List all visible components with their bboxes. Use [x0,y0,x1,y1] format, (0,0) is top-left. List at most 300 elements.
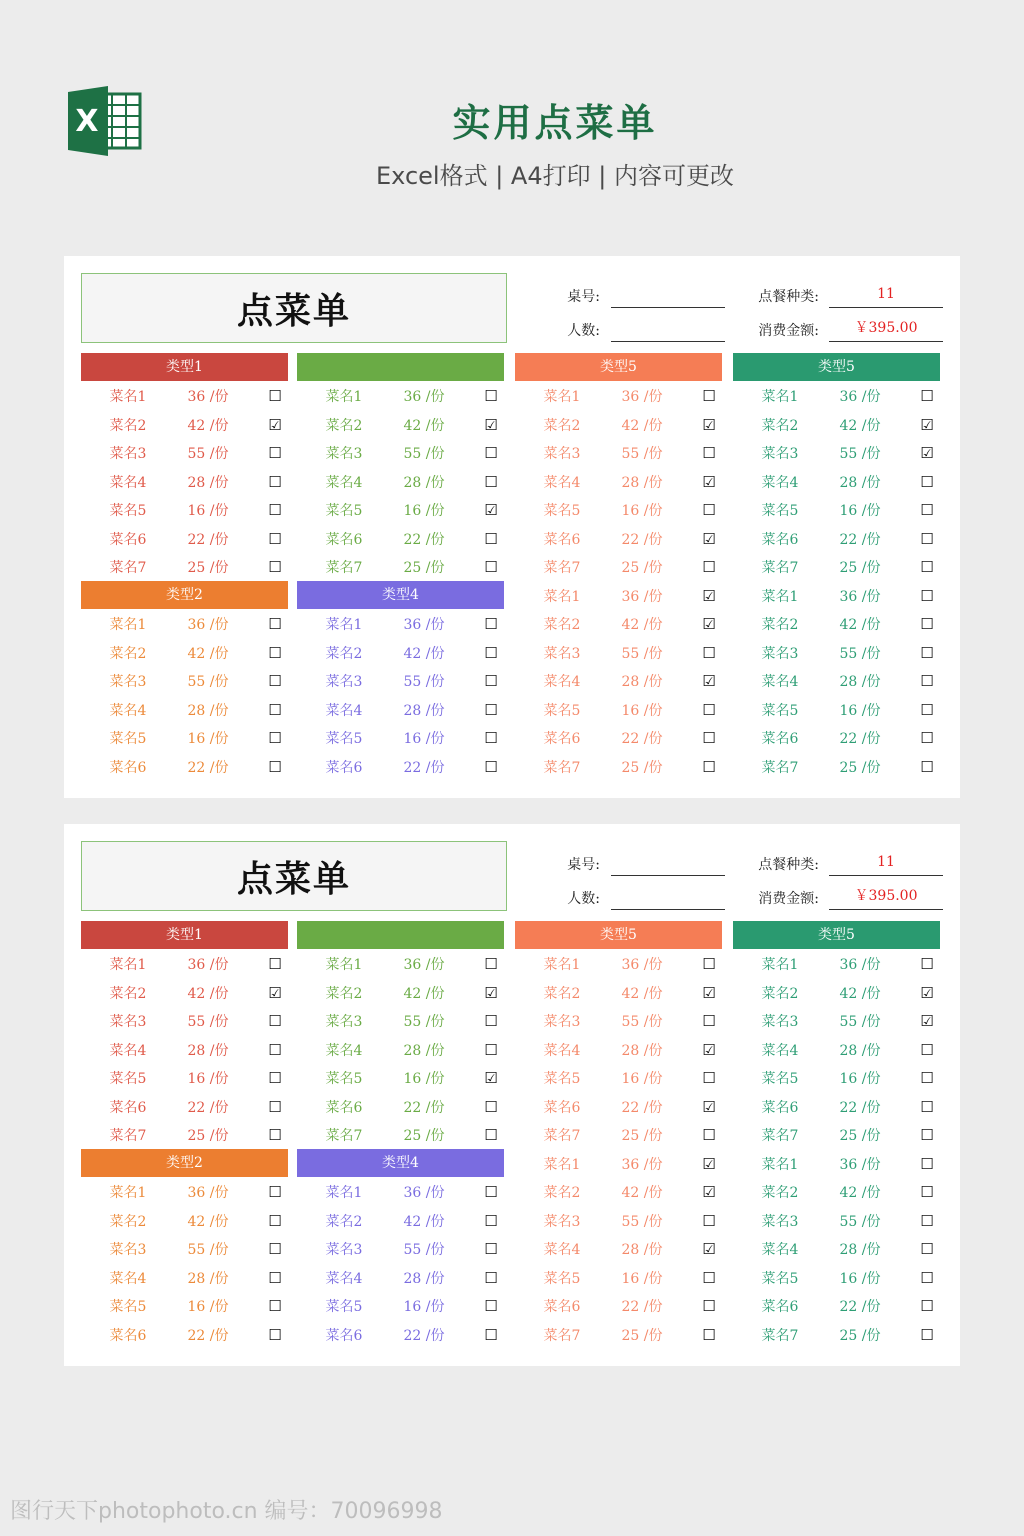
dish-price: 28 /份 [621,474,663,491]
total-amount-label: 消费金额: [758,323,819,339]
checkbox-icon[interactable]: ☐ [484,1126,498,1145]
checkbox-icon[interactable]: ☐ [920,529,934,548]
checkbox-icon[interactable]: ☐ [702,955,716,974]
menu-item-row [89,724,285,753]
menu-item-row [741,667,937,696]
dish-price: 36 /份 [403,957,445,974]
checkbox-icon[interactable]: ☐ [268,1325,282,1344]
dish-name: 菜名5 [325,1299,363,1316]
dish-kinds-field: 11 [829,282,943,308]
checkbox-icon[interactable]: ☐ [484,529,498,548]
dish-price: 36 /份 [403,389,445,406]
menu-item-row [305,1121,501,1150]
menu-item-row [741,610,937,639]
checkbox-icon[interactable]: ☐ [268,472,282,491]
menu-item-row [305,553,501,582]
checkbox-icon[interactable]: ☐ [702,729,716,748]
checkbox-icon[interactable]: ☐ [702,700,716,719]
checkbox-icon[interactable]: ☐ [702,444,716,463]
dish-name: 菜名3 [543,1213,581,1230]
menu-item-row [741,1178,937,1207]
menu-item-row [523,950,719,979]
checkbox-icon[interactable]: ☐ [268,1012,282,1031]
dish-name: 菜名1 [109,1185,147,1202]
checkbox-icon[interactable]: ☐ [702,558,716,577]
dish-price: 55 /份 [403,446,445,463]
checkbox-icon[interactable]: ☐ [920,757,934,776]
dish-price: 36 /份 [621,389,663,406]
people-count-label: 人数: [567,891,600,907]
checked-checkbox-icon[interactable]: ☑ [702,983,716,1002]
dish-price: 16 /份 [403,503,445,520]
checkbox-icon[interactable]: ☐ [484,1040,498,1059]
checkbox-icon[interactable]: ☐ [484,1012,498,1031]
checkbox-icon[interactable]: ☐ [702,387,716,406]
dish-price: 42 /份 [187,985,229,1002]
dish-price: 28 /份 [187,702,229,719]
menu-item-row [305,950,501,979]
menu-item-row [305,1178,501,1207]
checkbox-icon[interactable]: ☐ [268,558,282,577]
checkbox-icon[interactable]: ☐ [268,729,282,748]
checked-checkbox-icon[interactable]: ☑ [702,672,716,691]
checkbox-icon[interactable]: ☐ [702,1069,716,1088]
checked-checkbox-icon[interactable]: ☑ [702,1097,716,1116]
dish-price: 22 /份 [187,1327,229,1344]
dish-price: 42 /份 [621,985,663,1002]
checkbox-icon[interactable]: ☐ [702,1297,716,1316]
dish-price: 22 /份 [839,1099,881,1116]
table-number-label: 桌号: [567,289,600,305]
menu-item-row [89,1292,285,1321]
checkbox-icon[interactable]: ☐ [484,643,498,662]
category-header: 类型5 [515,921,722,949]
menu-item-row [523,411,719,440]
checkbox-icon[interactable]: ☐ [920,643,934,662]
checked-checkbox-icon[interactable]: ☑ [268,983,282,1002]
checkbox-icon[interactable]: ☐ [920,558,934,577]
dish-name: 菜名7 [543,1128,581,1145]
checkbox-icon[interactable]: ☐ [484,615,498,634]
checkbox-icon[interactable]: ☐ [484,1297,498,1316]
dish-name: 菜名6 [543,1299,581,1316]
checkbox-icon[interactable]: ☐ [268,1126,282,1145]
checkbox-icon[interactable]: ☐ [268,1297,282,1316]
checkbox-icon[interactable]: ☐ [920,1183,934,1202]
dish-name: 菜名4 [325,1270,363,1287]
dish-price: 42 /份 [839,985,881,1002]
dish-price: 16 /份 [187,731,229,748]
dish-price: 28 /份 [403,474,445,491]
checkbox-icon[interactable]: ☐ [920,1040,934,1059]
dish-name: 菜名7 [543,560,581,577]
dish-name: 菜名6 [109,531,147,548]
checkbox-icon[interactable]: ☐ [484,472,498,491]
checkbox-icon[interactable]: ☐ [268,529,282,548]
checkbox-icon[interactable]: ☐ [268,1268,282,1287]
dish-price: 25 /份 [187,560,229,577]
dish-price: 42 /份 [403,1213,445,1230]
checkbox-icon[interactable]: ☐ [702,1268,716,1287]
dish-price: 28 /份 [403,1042,445,1059]
checked-checkbox-icon[interactable]: ☑ [484,415,498,434]
checkbox-icon[interactable]: ☐ [920,955,934,974]
checkbox-icon[interactable]: ☐ [484,1268,498,1287]
checked-checkbox-icon[interactable]: ☑ [268,415,282,434]
dish-price: 42 /份 [621,617,663,634]
checked-checkbox-icon[interactable]: ☑ [484,1069,498,1088]
checked-checkbox-icon[interactable]: ☑ [702,415,716,434]
dish-name: 菜名2 [761,417,799,434]
checkbox-icon[interactable]: ☐ [702,1126,716,1145]
dish-price: 25 /份 [621,759,663,776]
checkbox-icon[interactable]: ☐ [920,700,934,719]
checked-checkbox-icon[interactable]: ☑ [702,1183,716,1202]
dish-name: 菜名4 [543,474,581,491]
checkbox-icon[interactable]: ☐ [702,643,716,662]
checked-checkbox-icon[interactable]: ☑ [702,1040,716,1059]
checkbox-icon[interactable]: ☐ [920,472,934,491]
dish-price: 28 /份 [621,1242,663,1259]
menu-item-row [305,724,501,753]
checkbox-icon[interactable]: ☐ [268,1183,282,1202]
dish-price: 25 /份 [839,1327,881,1344]
dish-kinds-label: 点餐种类: [758,857,819,873]
menu-item-row [523,1292,719,1321]
checkbox-icon[interactable]: ☐ [268,1211,282,1230]
dish-name: 菜名6 [761,731,799,748]
checkbox-icon[interactable]: ☐ [920,672,934,691]
dish-price: 22 /份 [839,731,881,748]
checked-checkbox-icon[interactable]: ☑ [920,1012,934,1031]
checkbox-icon[interactable]: ☐ [484,1097,498,1116]
dish-price: 22 /份 [187,531,229,548]
checkbox-icon[interactable]: ☐ [484,1325,498,1344]
dish-name: 菜名7 [761,759,799,776]
menu-item-row [741,1264,937,1293]
checkbox-icon[interactable]: ☐ [484,1211,498,1230]
dish-price: 55 /份 [403,674,445,691]
menu-item-row [741,639,937,668]
dish-name: 菜名4 [325,702,363,719]
dish-name: 菜名4 [761,1242,799,1259]
menu-item-row [89,1064,285,1093]
dish-name: 菜名4 [543,1042,581,1059]
page-subtitle: Excel格式 | A4打印 | 内容可更改 [376,162,734,190]
checkbox-icon[interactable]: ☐ [702,1211,716,1230]
menu-title: 点菜单 [81,273,507,343]
dish-price: 16 /份 [403,1071,445,1088]
dish-name: 菜名5 [325,503,363,520]
dish-price: 55 /份 [839,1213,881,1230]
checkbox-icon[interactable]: ☐ [920,1069,934,1088]
menu-item-row [523,610,719,639]
checkbox-icon[interactable]: ☐ [484,387,498,406]
checkbox-icon[interactable]: ☐ [920,729,934,748]
checked-checkbox-icon[interactable]: ☑ [702,529,716,548]
dish-price: 55 /份 [839,1014,881,1031]
menu-item-row [89,439,285,468]
dish-price: 36 /份 [621,1156,663,1173]
dish-name: 菜名3 [325,1242,363,1259]
dish-price: 42 /份 [839,1185,881,1202]
checkbox-icon[interactable]: ☐ [920,1240,934,1259]
menu-item-row [523,1064,719,1093]
dish-price: 16 /份 [187,1299,229,1316]
dish-name: 菜名5 [761,1071,799,1088]
checkbox-icon[interactable]: ☐ [920,1126,934,1145]
dish-price: 42 /份 [839,417,881,434]
checkbox-icon[interactable]: ☐ [920,1297,934,1316]
checkbox-icon[interactable]: ☐ [268,1097,282,1116]
checkbox-icon[interactable]: ☐ [268,1069,282,1088]
dish-name: 菜名1 [543,957,581,974]
dish-name: 菜名6 [543,1099,581,1116]
checkbox-icon[interactable]: ☐ [268,387,282,406]
dish-price: 36 /份 [187,617,229,634]
dish-name: 菜名7 [325,560,363,577]
menu-item-row [741,496,937,525]
checkbox-icon[interactable]: ☐ [484,558,498,577]
checkbox-icon[interactable]: ☐ [268,1240,282,1259]
checked-checkbox-icon[interactable]: ☑ [702,615,716,634]
dish-name: 菜名6 [325,759,363,776]
dish-price: 55 /份 [839,446,881,463]
checkbox-icon[interactable]: ☐ [268,501,282,520]
menu-item-row [523,553,719,582]
menu-item-row [741,950,937,979]
checkbox-icon[interactable]: ☐ [268,700,282,719]
checkbox-icon[interactable]: ☐ [268,444,282,463]
dish-name: 菜名4 [325,474,363,491]
checkbox-icon[interactable]: ☐ [920,1097,934,1116]
menu-item-row [305,1093,501,1122]
checked-checkbox-icon[interactable]: ☑ [484,983,498,1002]
checked-checkbox-icon[interactable]: ☑ [702,586,716,605]
dish-name: 菜名3 [109,674,147,691]
dish-price: 28 /份 [839,1242,881,1259]
checked-checkbox-icon[interactable]: ☑ [702,1240,716,1259]
checkbox-icon[interactable]: ☐ [484,729,498,748]
dish-price: 36 /份 [187,957,229,974]
dish-name: 菜名5 [109,731,147,748]
dish-name: 菜名3 [325,446,363,463]
dish-price: 16 /份 [403,731,445,748]
dish-price: 25 /份 [839,1128,881,1145]
checkbox-icon[interactable]: ☐ [484,1240,498,1259]
dish-kinds-label: 点餐种类: [758,289,819,305]
menu-item-row [523,1036,719,1065]
menu-item-row [523,979,719,1008]
checked-checkbox-icon[interactable]: ☑ [920,983,934,1002]
menu-item-row [523,525,719,554]
dish-name: 菜名3 [761,446,799,463]
menu-item-row [305,468,501,497]
checkbox-icon[interactable]: ☐ [484,444,498,463]
menu-item-row [741,525,937,554]
menu-item-row [741,753,937,782]
dish-name: 菜名5 [543,1270,581,1287]
dish-price: 36 /份 [839,588,881,605]
checked-checkbox-icon[interactable]: ☑ [702,1154,716,1173]
dish-price: 42 /份 [403,417,445,434]
excel-logo-letter: X [75,104,99,139]
checkbox-icon[interactable]: ☐ [484,672,498,691]
dish-price: 28 /份 [839,474,881,491]
checkbox-icon[interactable]: ☐ [702,501,716,520]
dish-name: 菜名6 [109,1099,147,1116]
dish-name: 菜名2 [109,1213,147,1230]
menu-item-row [523,1178,719,1207]
dish-name: 菜名5 [325,1071,363,1088]
category-header: 类型1 [81,921,288,949]
menu-item-row [523,439,719,468]
dish-name: 菜名5 [325,731,363,748]
dish-name: 菜名6 [761,1299,799,1316]
menu-item-row [741,1007,937,1036]
dish-name: 菜名3 [761,1213,799,1230]
menu-item-row [741,468,937,497]
dish-price: 36 /份 [839,389,881,406]
dish-name: 菜名6 [761,531,799,548]
dish-name: 菜名4 [109,1270,147,1287]
dish-price: 28 /份 [403,1270,445,1287]
menu-item-row [523,1093,719,1122]
menu-item-row [741,979,937,1008]
checkbox-icon[interactable]: ☐ [484,700,498,719]
dish-price: 25 /份 [621,1128,663,1145]
checkbox-icon[interactable]: ☐ [484,1183,498,1202]
dish-price: 25 /份 [621,560,663,577]
menu-item-row [89,1093,285,1122]
checkbox-icon[interactable]: ☐ [484,955,498,974]
dish-name: 菜名2 [325,1213,363,1230]
menu-item-row [741,1121,937,1150]
dish-name: 菜名4 [761,1042,799,1059]
menu-item-row [523,1121,719,1150]
checked-checkbox-icon[interactable]: ☑ [920,415,934,434]
dish-name: 菜名4 [543,674,581,691]
category-header: 类型4 [297,1149,504,1177]
checkbox-icon[interactable]: ☐ [702,1325,716,1344]
category-header [297,353,504,381]
total-amount-label: 消费金额: [758,891,819,907]
dish-price: 28 /份 [187,1270,229,1287]
checkbox-icon[interactable]: ☐ [920,1211,934,1230]
menu-item-row [523,1264,719,1293]
dish-price: 55 /份 [621,1213,663,1230]
dish-price: 16 /份 [839,503,881,520]
checkbox-icon[interactable]: ☐ [268,643,282,662]
checkbox-icon[interactable]: ☐ [920,387,934,406]
menu-item-row [741,1150,937,1179]
checkbox-icon[interactable]: ☐ [920,501,934,520]
dish-price: 28 /份 [839,1042,881,1059]
menu-sheet [64,256,960,798]
menu-item-row [89,667,285,696]
checkbox-icon[interactable]: ☐ [920,1325,934,1344]
menu-item-row [741,1036,937,1065]
menu-item-row [741,1235,937,1264]
dish-name: 菜名2 [761,1185,799,1202]
dish-price: 16 /份 [621,503,663,520]
dish-name: 菜名6 [325,1099,363,1116]
dish-price: 55 /份 [621,1014,663,1031]
checkbox-icon[interactable]: ☐ [920,1268,934,1287]
dish-name: 菜名2 [543,617,581,634]
menu-item-row [305,1235,501,1264]
checked-checkbox-icon[interactable]: ☑ [702,472,716,491]
menu-item-row [305,1036,501,1065]
dish-name: 菜名1 [761,1156,799,1173]
checkbox-icon[interactable]: ☐ [268,615,282,634]
menu-item-row [741,1064,937,1093]
dish-name: 菜名3 [325,1014,363,1031]
dish-name: 菜名1 [543,1156,581,1173]
dish-name: 菜名2 [761,617,799,634]
dish-name: 菜名6 [543,731,581,748]
dish-name: 菜名1 [543,588,581,605]
dish-price: 28 /份 [187,1042,229,1059]
dish-name: 菜名4 [761,474,799,491]
dish-name: 菜名3 [543,1014,581,1031]
checkbox-icon[interactable]: ☐ [268,672,282,691]
dish-price: 42 /份 [403,985,445,1002]
menu-item-row [523,382,719,411]
checkbox-icon[interactable]: ☐ [268,757,282,776]
dish-price: 22 /份 [187,759,229,776]
dish-name: 菜名4 [109,474,147,491]
menu-item-row [523,1150,719,1179]
dish-name: 菜名5 [761,1270,799,1287]
dish-price: 28 /份 [621,674,663,691]
checked-checkbox-icon[interactable]: ☑ [484,501,498,520]
dish-name: 菜名1 [325,1185,363,1202]
checkbox-icon[interactable]: ☐ [920,615,934,634]
dish-price: 36 /份 [187,389,229,406]
dish-price: 16 /份 [839,1071,881,1088]
checkbox-icon[interactable]: ☐ [268,955,282,974]
dish-price: 28 /份 [187,474,229,491]
dish-name: 菜名6 [543,531,581,548]
menu-item-row [523,667,719,696]
checkbox-icon[interactable]: ☐ [702,757,716,776]
dish-name: 菜名3 [761,1014,799,1031]
dish-price: 25 /份 [187,1128,229,1145]
checked-checkbox-icon[interactable]: ☑ [920,444,934,463]
menu-title: 点菜单 [81,841,507,911]
menu-item-row [305,1321,501,1350]
checkbox-icon[interactable]: ☐ [920,586,934,605]
category-header [297,921,504,949]
dish-name: 菜名1 [761,588,799,605]
dish-price: 42 /份 [187,417,229,434]
menu-item-row [741,1093,937,1122]
dish-price: 22 /份 [839,531,881,548]
checkbox-icon[interactable]: ☐ [702,1012,716,1031]
checkbox-icon[interactable]: ☐ [484,757,498,776]
checkbox-icon[interactable]: ☐ [268,1040,282,1059]
menu-item-row [523,696,719,725]
checkbox-icon[interactable]: ☐ [920,1154,934,1173]
menu-item-row [89,610,285,639]
menu-item-row [89,496,285,525]
menu-item-row [89,1036,285,1065]
dish-price: 16 /份 [187,1071,229,1088]
menu-item-row [305,1064,501,1093]
menu-item-row [741,1207,937,1236]
dish-name: 菜名6 [325,531,363,548]
